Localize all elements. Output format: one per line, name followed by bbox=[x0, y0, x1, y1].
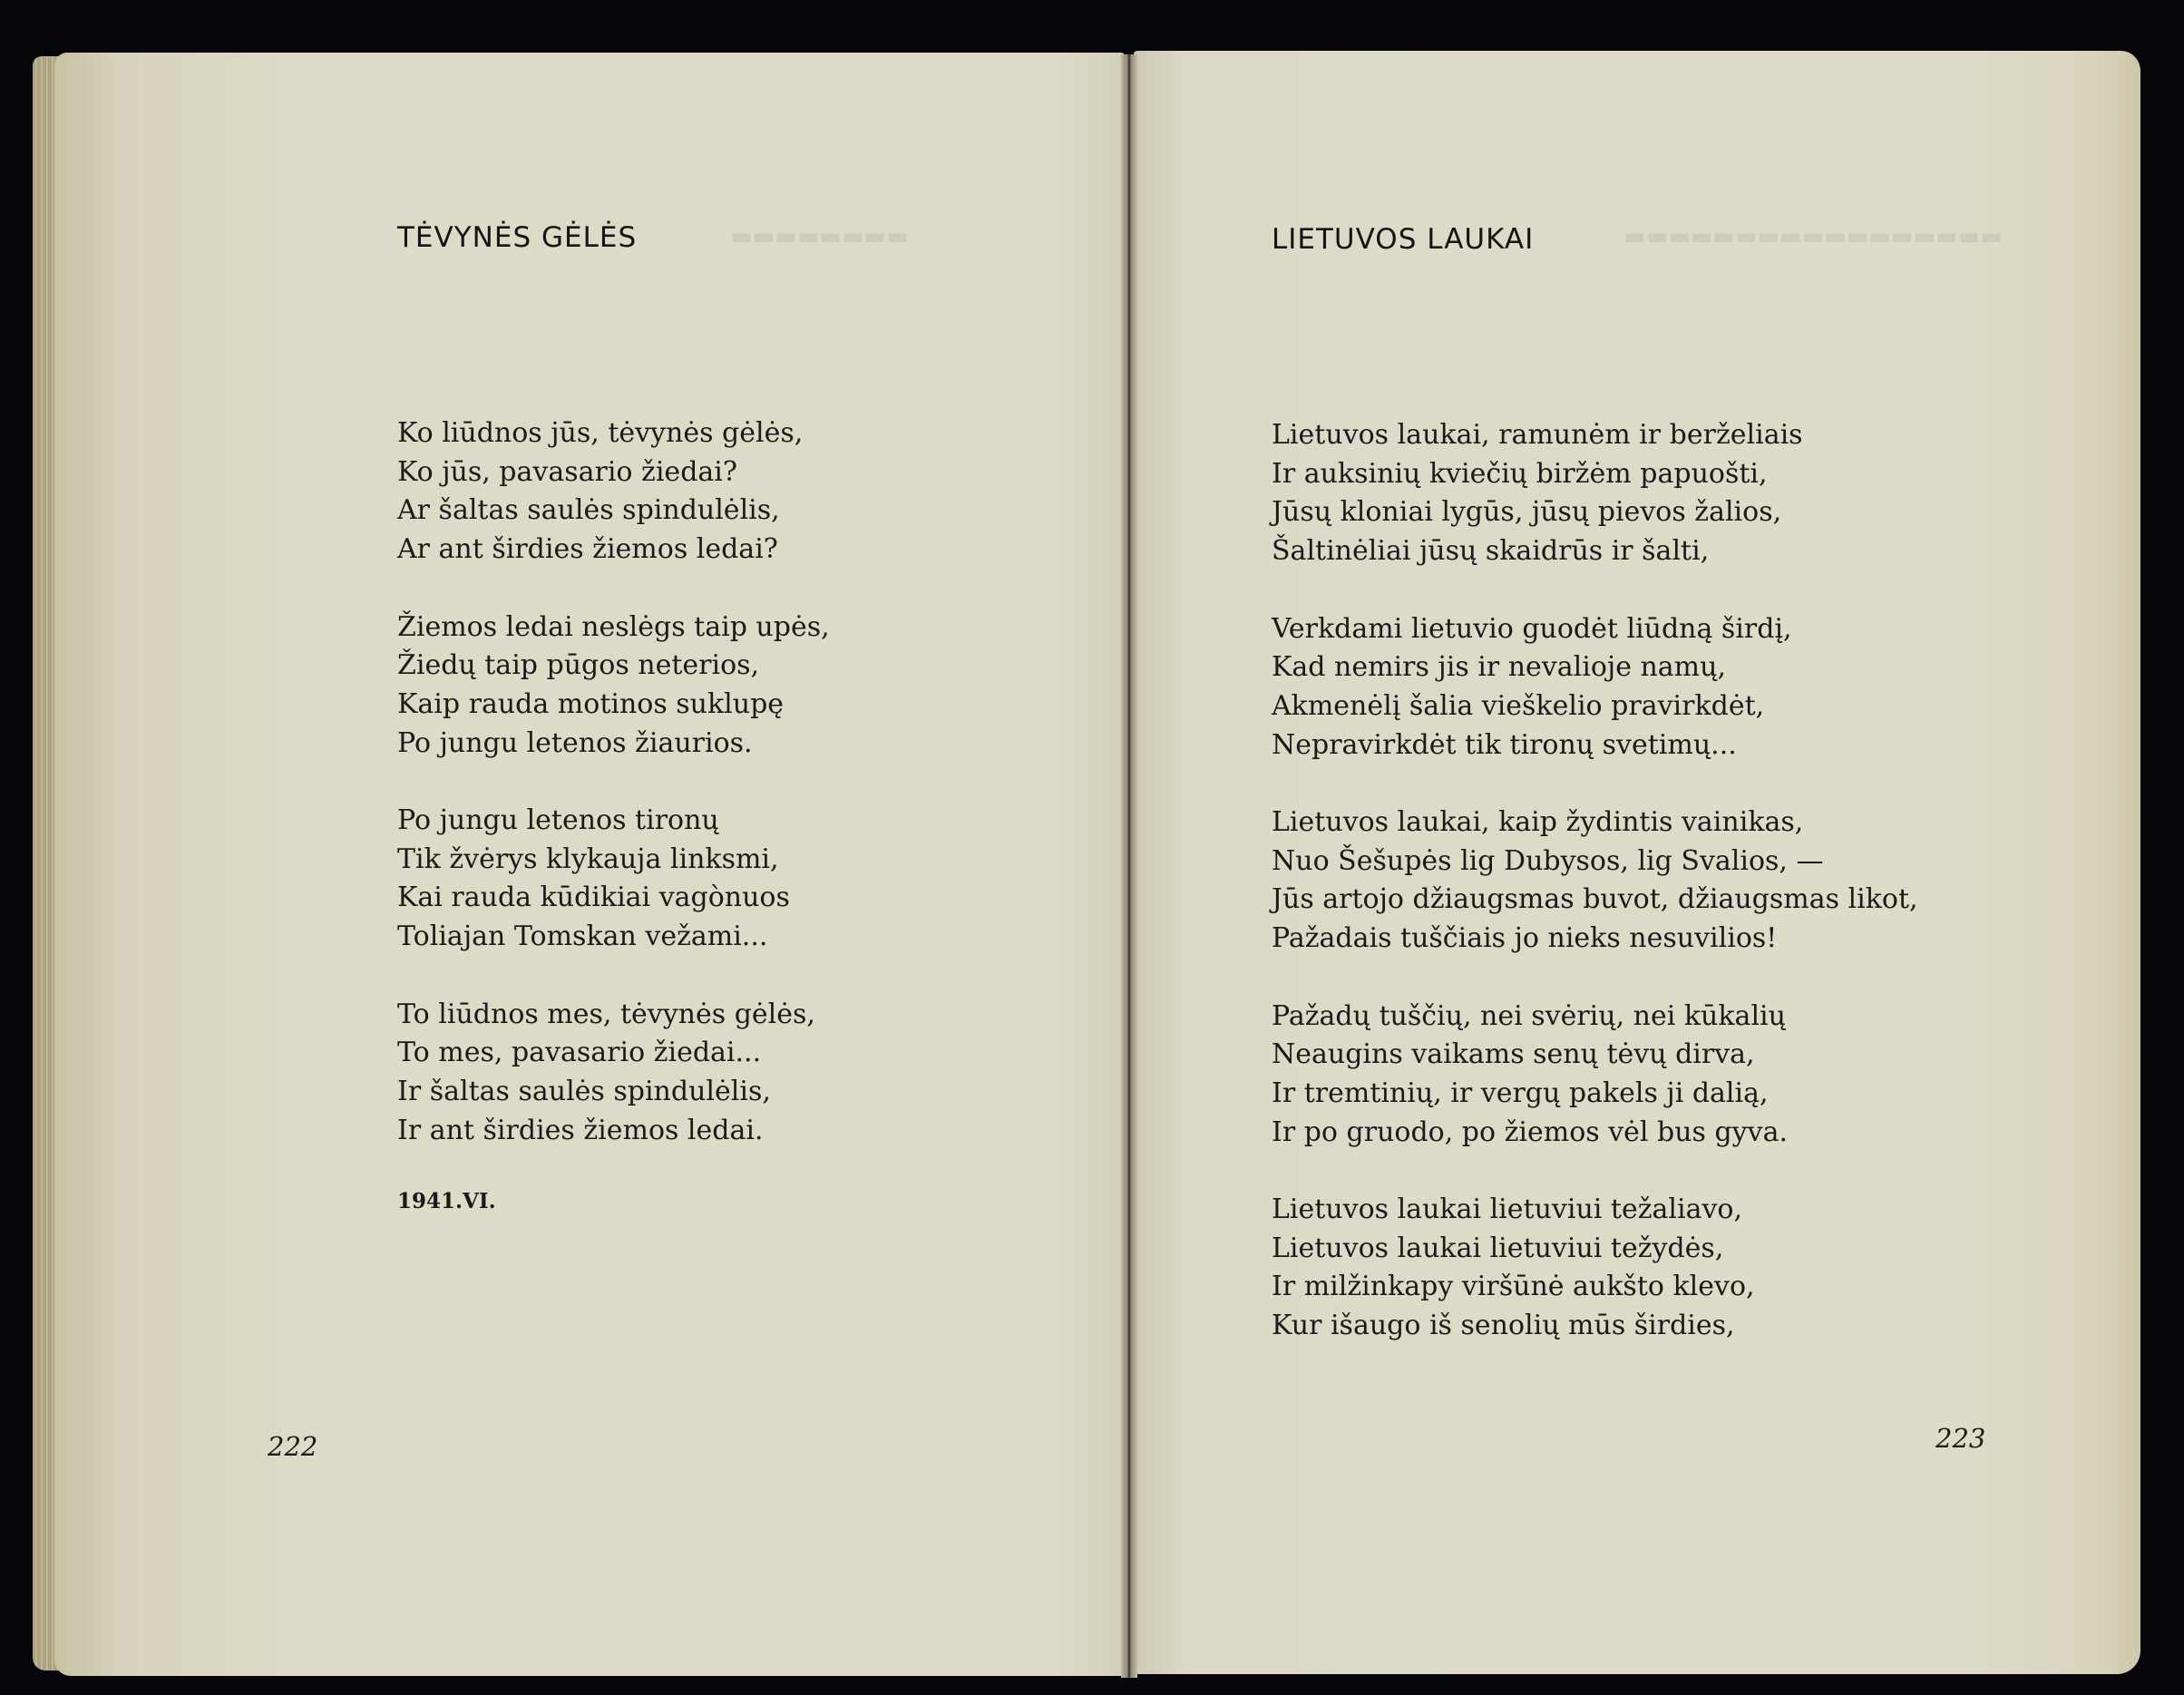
poem-body-right bbox=[1272, 416, 1918, 1346]
poem-line: Ko jūs, pavasario žiedai? bbox=[397, 455, 737, 488]
poem-line: Jūs artojo džiaugsmas buvot, džiaugsmas likot, bbox=[1272, 883, 1918, 916]
poem-line: Verkdami lietuvio guodėt liūdną širdį, bbox=[1272, 612, 1792, 645]
poem-line: Nuo Šešupės lig Dubysos, lig Svalios, — bbox=[1272, 844, 1824, 877]
poem-line: Ir šaltas saulės spindulėlis, bbox=[397, 1075, 771, 1107]
poem-line: Žiedų taip pūgos neterios, bbox=[397, 649, 760, 682]
poem-line: Lietuvos laukai, ramunėm ir berželiais bbox=[1272, 419, 1803, 451]
poem-line: Lietuvos laukai, kaip žydintis vainikas, bbox=[1272, 806, 1804, 838]
poem-line: Ir tremtinių, ir vergų pakels ji dalią, bbox=[1272, 1076, 1769, 1109]
poem-line: Ir ant širdies žiemos ledai. bbox=[397, 1114, 764, 1146]
poem-line: Ir auksinių kviečių biržėm papuošti, bbox=[1272, 457, 1768, 490]
poem-line: Neaugins vaikams senų tėvų dirva, bbox=[1272, 1038, 1755, 1071]
poem-line: Jūsų kloniai lygūs, jūsų pievos žalios, bbox=[1272, 496, 1782, 529]
poem-line: Ar ant širdies žiemos ledai? bbox=[397, 533, 778, 566]
poem-title-right: LIETUVOS LAUKAI bbox=[1272, 223, 1535, 256]
stanza bbox=[397, 414, 830, 570]
poem-line: Ir milžinkapy viršūnė aukšto klevo, bbox=[1272, 1271, 1755, 1303]
poem-line: Toliajan Tomskan vežami... bbox=[397, 921, 768, 953]
stanza bbox=[1272, 998, 1918, 1153]
stanza bbox=[397, 609, 830, 764]
poem-line: Po jungu letenos tironų bbox=[397, 804, 719, 836]
book-gutter bbox=[1121, 54, 1137, 1678]
show-through-text: ▬▬▬▬▬▬▬▬▬▬▬▬▬▬▬▬▬ bbox=[1623, 223, 2003, 250]
poem-line: Akmenėlį šalia vieškelio pravirkdėt, bbox=[1272, 689, 1765, 722]
poem-line: Ar šaltas saulės spindulėlis, bbox=[397, 494, 780, 527]
poem-body-left bbox=[397, 414, 830, 1150]
poem-line: Kaip rauda motinos suklupę bbox=[397, 687, 785, 720]
poem-line: Nepravirkdėt tik tironų svetimų... bbox=[1272, 728, 1737, 761]
poem-line: Kur išaugo iš senolių mūs širdies, bbox=[1272, 1310, 1735, 1342]
show-through-text: ▬▬▬▬▬▬▬▬ bbox=[730, 223, 909, 250]
stanza bbox=[1272, 1191, 1918, 1346]
stanza bbox=[397, 996, 830, 1151]
stanza bbox=[1272, 416, 1918, 571]
poem-line: Kad nemirs jis ir nevalioje namų, bbox=[1272, 651, 1726, 684]
stanza bbox=[1272, 610, 1918, 765]
poem-line: To mes, pavasario žiedai... bbox=[397, 1037, 762, 1069]
poem-line: Po jungu letenos žiaurios. bbox=[397, 726, 753, 759]
poem-line: To liūdnos mes, tėvynės gėlės, bbox=[397, 998, 815, 1030]
poem-line: Šaltinėliai jūsų skaidrūs ir šalti, bbox=[1272, 535, 1710, 568]
poem-line: Žiemos ledai neslėgs taip upės, bbox=[397, 610, 830, 643]
poem-line: Pažadų tuščių, nei svėrių, nei kūkalių bbox=[1272, 999, 1786, 1032]
poem-title-left: TĖVYNĖS GĖLĖS bbox=[397, 221, 638, 254]
stanza bbox=[397, 802, 830, 957]
stanza bbox=[1272, 804, 1918, 959]
poem-line: Ir po gruodo, po žiemos vėl bus gyva. bbox=[1272, 1115, 1789, 1148]
poem-line: Ko liūdnos jūs, tėvynės gėlės, bbox=[397, 417, 804, 449]
page-number-right: 223 bbox=[1935, 1423, 1986, 1454]
poem-line: Lietuvos laukai lietuviui težydės, bbox=[1272, 1232, 1724, 1264]
poem-line: Lietuvos laukai lietuviui težaliavo, bbox=[1272, 1193, 1743, 1225]
page-number-left: 222 bbox=[268, 1431, 318, 1462]
poem-line: Kai rauda kūdikiai vagònuos bbox=[397, 882, 790, 914]
poem-line: Tik žvėrys klykauja linksmi, bbox=[397, 843, 779, 875]
poem-date: 1941.VI. bbox=[397, 1189, 496, 1213]
poem-line: Pažadais tuščiais jo nieks nesuvilios! bbox=[1272, 922, 1778, 955]
